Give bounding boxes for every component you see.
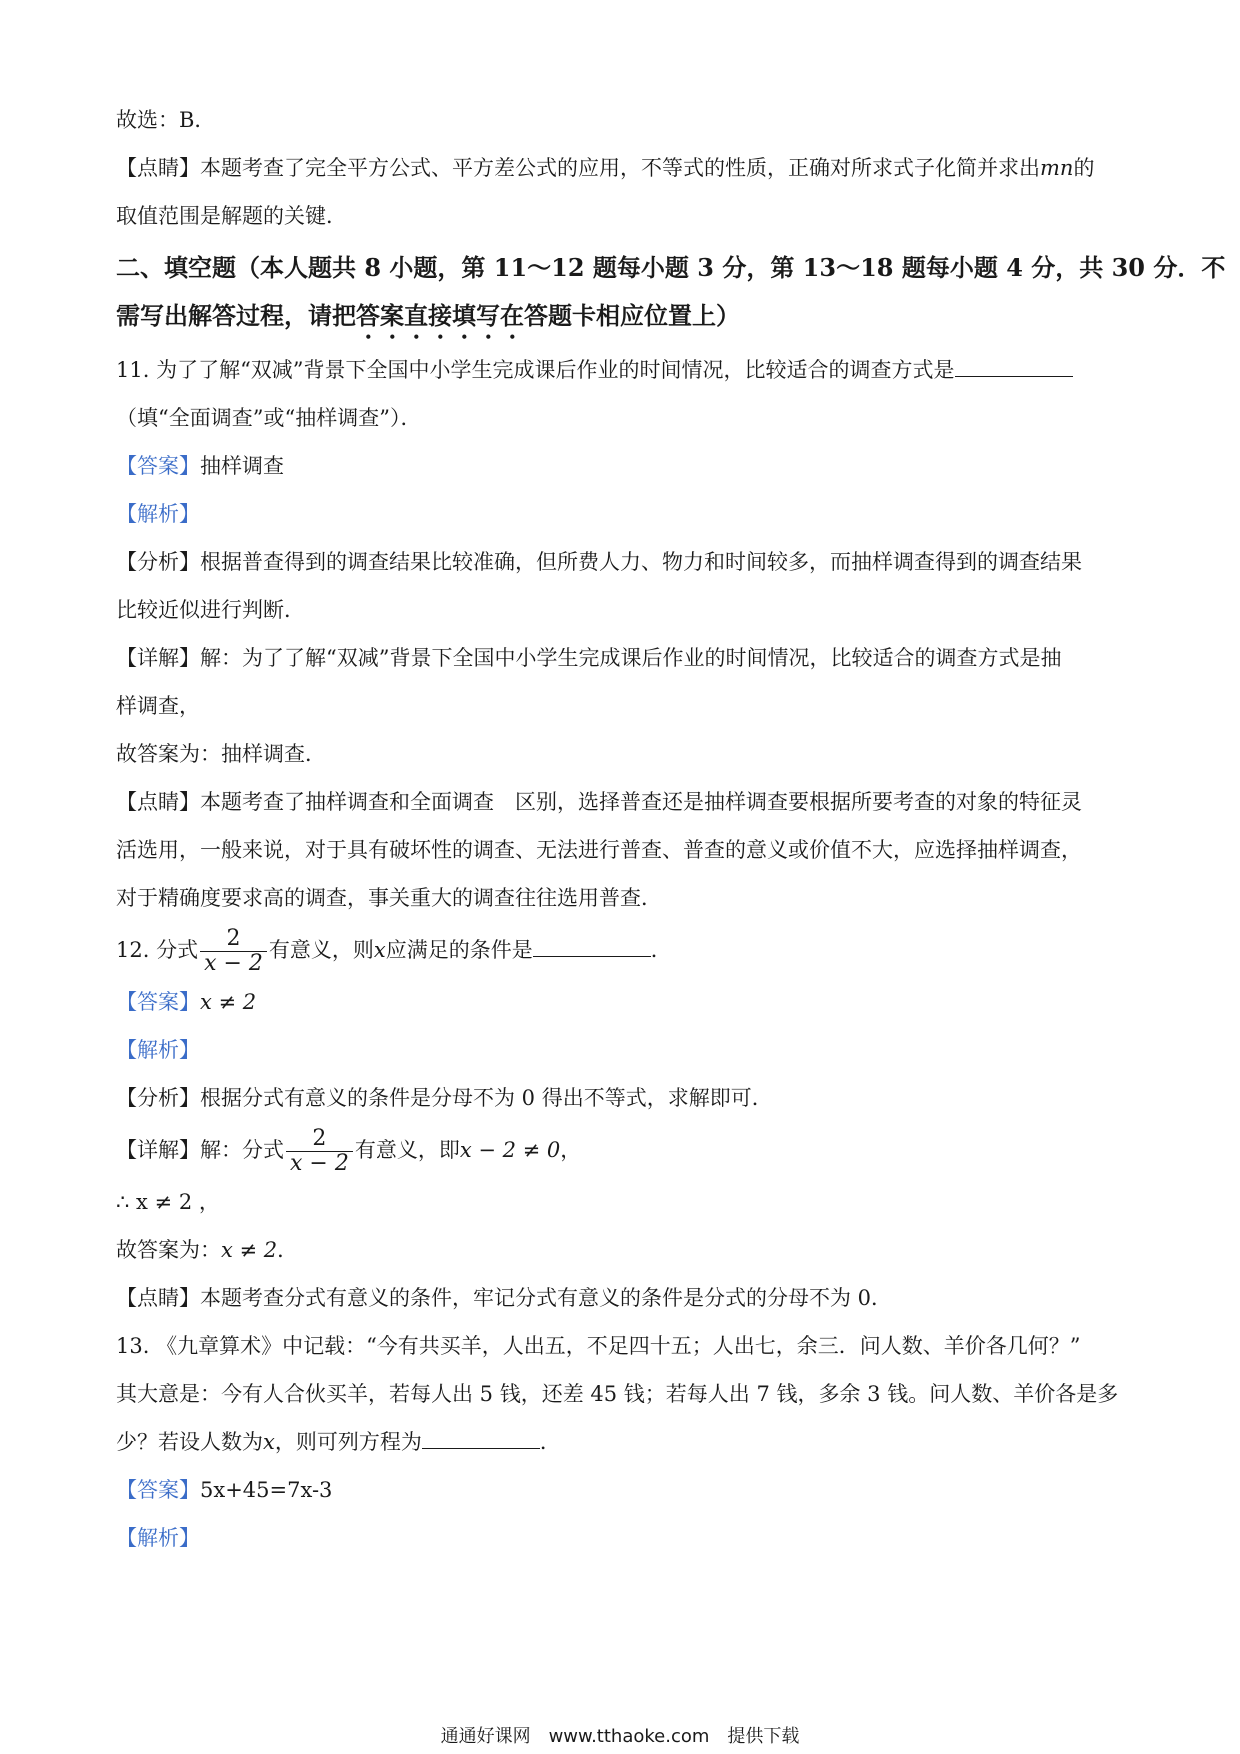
q13-answer-blank <box>422 1428 540 1449</box>
q13-answer: 【答案】5x+45=7x-3 <box>116 1478 333 1502</box>
q11-final: 故答案为：抽样调查． <box>116 742 326 766</box>
q11-fenxi-2: 比较近似进行判断． <box>116 598 305 622</box>
q12-fenxi: 【分析】根据分式有意义的条件是分母不为 0 得出不等式，求解即可． <box>116 1086 773 1110</box>
q12-stem: 12. 分式 $\frac{2}{x - 2}$ 有意义，则x应满足的条件是 ． <box>116 926 672 976</box>
q11-stem-line-2: （填“全面调查”或“抽样调查”）． <box>116 406 422 430</box>
q11-jiexi: 【解析】 <box>116 502 200 526</box>
q12-final: 故答案为：x ≠ 2． <box>116 1238 299 1262</box>
q13-stem-line-3: 少？若设人数为x，则可列方程为 ． <box>116 1430 561 1454</box>
q12-note: 【点睛】本题考查分式有意义的条件，牢记分式有意义的条件是分式的分母不为 0． <box>116 1286 893 1310</box>
q11-note-3: 对于精确度要求高的调查，事关重大的调查往往选用普查． <box>116 886 662 910</box>
q11-fenxi-1: 【分析】根据普查得到的调查结果比较准确，但所费人力、物力和时间较多，而抽样调查得到的调查结果 <box>116 550 1082 574</box>
q12-xiangjie-fraction: $\frac{2}{x - 2}$ <box>286 1127 353 1176</box>
section-heading-line-1: 二、填空题（本人题共 8 小题，第 11～12 题每小题 3 分，第 13～18 题每小题 4 分，共 30 分．不 <box>116 253 1226 282</box>
q12-fraction: $\frac{2}{x - 2}$ <box>200 927 267 976</box>
q13-stem-line-1: 13. 《九章算术》中记载：“今有共买羊，人出五，不足四十五；人出七，余三．问人数、羊价各几何？” <box>116 1334 1081 1358</box>
q13-jiexi: 【解析】 <box>116 1526 200 1550</box>
q11-answer: 【答案】抽样调查 <box>116 454 284 478</box>
q12-answer-blank <box>533 936 651 957</box>
q11-note-2: 活选用，一般来说，对于具有破坏性的调查、无法进行普查、普查的意义或价值不大，应选择抽样调查， <box>116 838 1082 862</box>
note-line-2: 取值范围是解题的关键． <box>116 204 347 228</box>
q11-answer-blank <box>955 356 1073 377</box>
q12-therefore: ∴ x ≠ 2 ， <box>116 1190 220 1214</box>
q12-jiexi: 【解析】 <box>116 1038 200 1062</box>
q11-stem-line-1: 11. 为了了解“双减”背景下全国中小学生完成课后作业的时间情况，比较适合的调查方式是 <box>116 346 1136 394</box>
section-heading-line-2: 需写出解答过程，请把答案直接填写在答题卡相应位置上） <box>116 301 740 330</box>
q11-xiangjie-2: 样调查， <box>116 694 200 718</box>
page-footer: 通通好课网 www.tthaoke.com 提供下载 <box>440 1726 800 1747</box>
choice-line: 故选：B． <box>116 108 216 132</box>
q12-xiangjie: 【详解】解：分式 $\frac{2}{x - 2}$ 有意义，即x − 2 ≠ 0， <box>116 1126 582 1176</box>
q11-note-1: 【点睛】本题考查了抽样调查和全面调查 区别，选择普查还是抽样调查要根据所要考查的对象的特征灵 <box>116 790 1082 814</box>
note-line-1: 【点睛】本题考查了完全平方公式、平方差公式的应用，不等式的性质，正确对所求式子化简并求出mn的 <box>116 156 1095 180</box>
document-page <box>116 96 1226 1562</box>
q11-xiangjie-1: 【详解】解：为了了解“双减”背景下全国中小学生完成课后作业的时间情况，比较适合的调查方式是抽 <box>116 646 1062 670</box>
q13-stem-line-2: 其大意是：今有人合伙买羊，若每人出 5 钱，还差 45 钱；若每人出 7 钱，多余 3 钱。问人数、羊价各是多 <box>116 1382 1119 1406</box>
q12-answer: 【答案】x ≠ 2 <box>116 990 257 1014</box>
